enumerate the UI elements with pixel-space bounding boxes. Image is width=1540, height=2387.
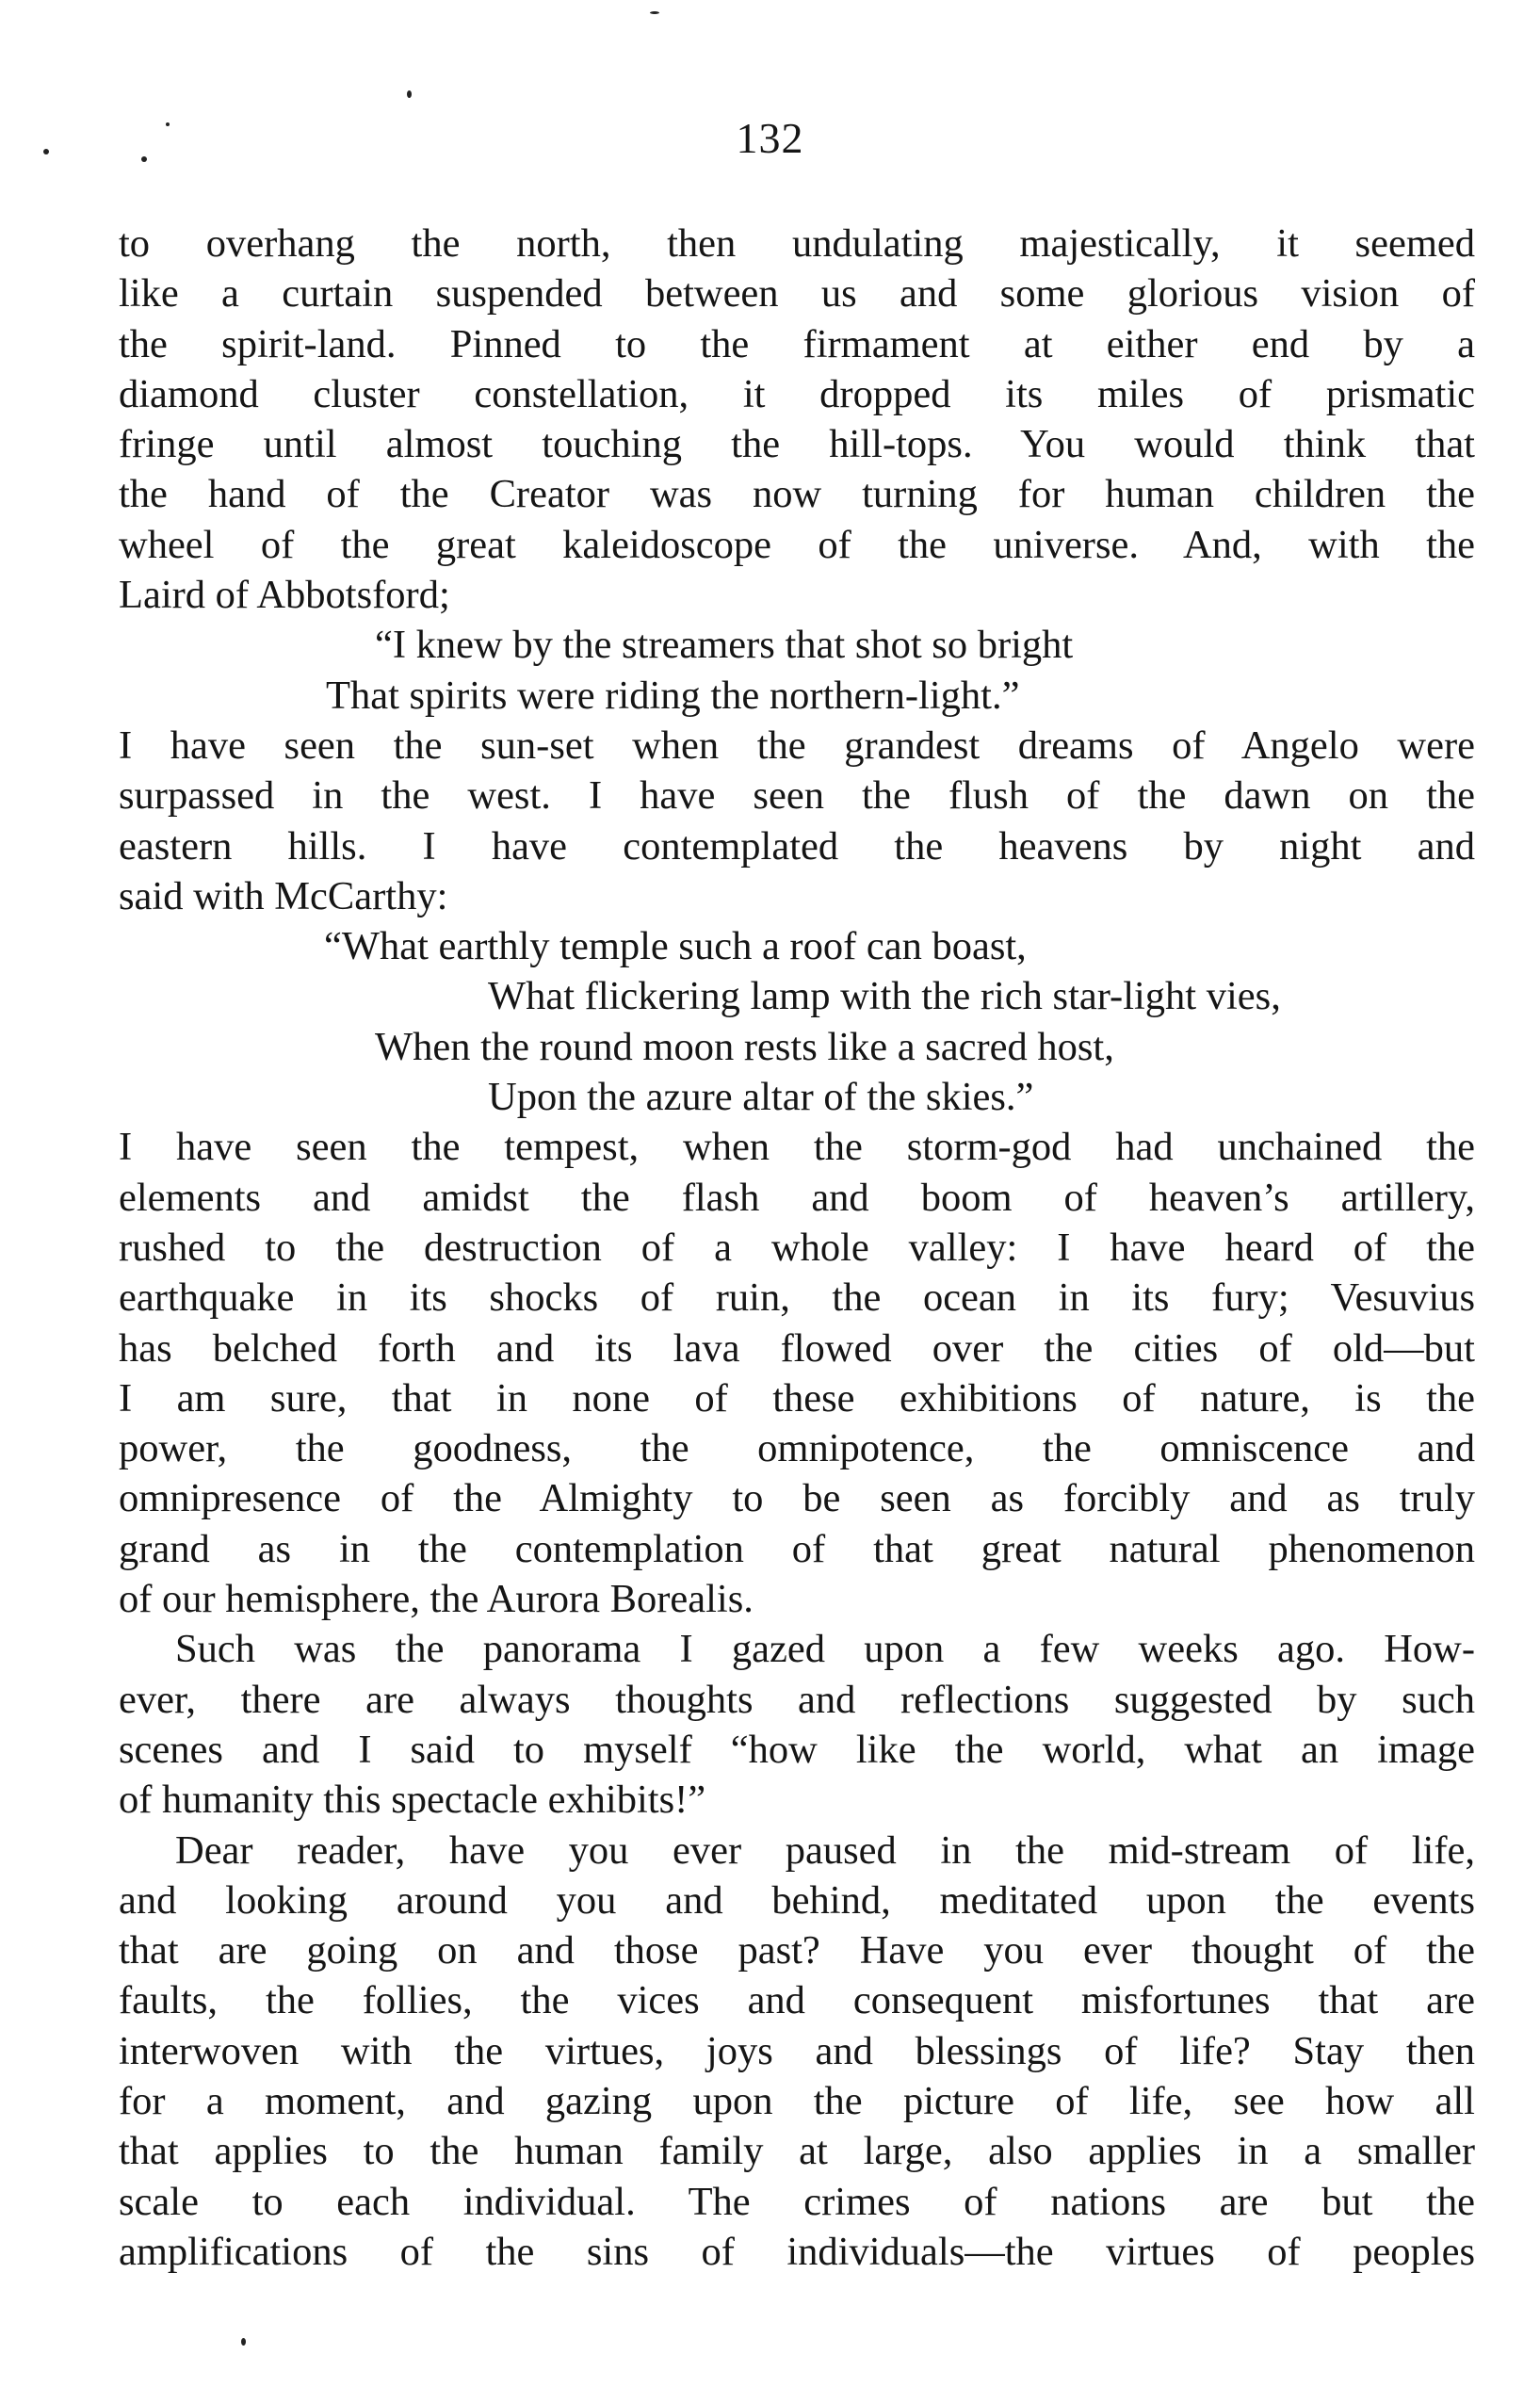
text-line: I have seen the sun-set when the grandest dreams of Angelo were bbox=[119, 723, 1475, 768]
scan-speck bbox=[407, 90, 412, 98]
text-line: amplifications of the sins of individuals—the virtues of peoples bbox=[119, 2229, 1475, 2274]
text-line: Laird of Abbotsford; bbox=[119, 573, 450, 618]
poem-line: What flickering lamp with the rich star-light vies, bbox=[488, 974, 1281, 1019]
text-line: power, the goodness, the omnipotence, the omniscence and bbox=[119, 1426, 1475, 1471]
page-number: 132 bbox=[736, 114, 804, 162]
text-line: said with McCarthy: bbox=[119, 873, 448, 918]
text-line: I am sure, that in none of these exhibitions of nature, is the bbox=[119, 1375, 1475, 1421]
text-line: of our hemisphere, the Aurora Borealis. bbox=[119, 1577, 754, 1622]
text-line: Such was the panorama I gazed upon a few weeks ago. How- bbox=[175, 1627, 1475, 1672]
text-line: omnipresence of the Almighty to be seen as forcibly and as truly bbox=[119, 1476, 1475, 1521]
poem-line: That spirits were riding the northern-light.” bbox=[326, 673, 1020, 718]
text-line: like a curtain suspended between us and some glorious vision of bbox=[119, 271, 1475, 317]
text-line: wheel of the great kaleidoscope of the universe. And, with the bbox=[119, 522, 1475, 567]
text-line: earthquake in its shocks of ruin, the ocean in its fury; Vesuvius bbox=[119, 1275, 1475, 1321]
text-line: that applies to the human family at large, also applies in a smaller bbox=[119, 2129, 1475, 2174]
text-line: rushed to the destruction of a whole valley: I have heard of the bbox=[119, 1225, 1475, 1270]
text-line: the hand of the Creator was now turning for human children the bbox=[119, 472, 1475, 517]
text-line: scale to each individual. The crimes of nations are but the bbox=[119, 2179, 1475, 2224]
text-line: and looking around you and behind, meditated upon the events bbox=[119, 1877, 1475, 1923]
text-line: I have seen the tempest, when the storm-god had unchained the bbox=[119, 1125, 1475, 1170]
poem-line: “What earthly temple such a roof can boast, bbox=[324, 924, 1027, 969]
text-line: the spirit-land. Pinned to the firmament at either end by a bbox=[119, 321, 1475, 366]
text-line: of humanity this spectacle exhibits!” bbox=[119, 1778, 706, 1823]
page-body bbox=[119, 219, 1475, 2277]
text-line: fringe until almost touching the hill-tops. You would think that bbox=[119, 422, 1475, 467]
text-line: ever, there are always thoughts and reflections suggested by such bbox=[119, 1677, 1475, 1722]
text-line: interwoven with the virtues, joys and blessings of life? Stay then bbox=[119, 2028, 1475, 2073]
text-line: diamond cluster constellation, it dropped its miles of prismatic bbox=[119, 371, 1475, 416]
text-line: to overhang the north, then undulating majestically, it seemed bbox=[119, 221, 1475, 266]
poem-line: When the round moon rests like a sacred host, bbox=[375, 1024, 1114, 1069]
text-line: elements and amidst the flash and boom of heaven’s artillery, bbox=[119, 1175, 1475, 1220]
text-line: that are going on and those past? Have you ever thought of the bbox=[119, 1928, 1475, 1973]
text-line: surpassed in the west. I have seen the flush of the dawn on the bbox=[119, 773, 1475, 819]
text-line: eastern hills. I have contemplated the heavens by night and bbox=[119, 823, 1475, 869]
text-line: for a moment, and gazing upon the picture of life, see how all bbox=[119, 2078, 1475, 2123]
text-line: scenes and I said to myself “how like the world, what an image bbox=[119, 1727, 1475, 1772]
text-line: grand as in the contemplation of that great natural phenomenon bbox=[119, 1526, 1475, 1571]
scan-speck bbox=[241, 2338, 246, 2346]
poem-line: Upon the azure altar of the skies.” bbox=[488, 1075, 1034, 1120]
text-line: has belched forth and its lava flowed over the cities of old—but bbox=[119, 1325, 1475, 1371]
text-line: faults, the follies, the vices and consequent misfortunes that are bbox=[119, 1978, 1475, 2023]
scan-speck bbox=[650, 11, 659, 14]
poem-line: “I knew by the streamers that shot so bright bbox=[375, 623, 1074, 668]
text-line: Dear reader, have you ever paused in the mid-stream of life, bbox=[175, 1827, 1475, 1873]
